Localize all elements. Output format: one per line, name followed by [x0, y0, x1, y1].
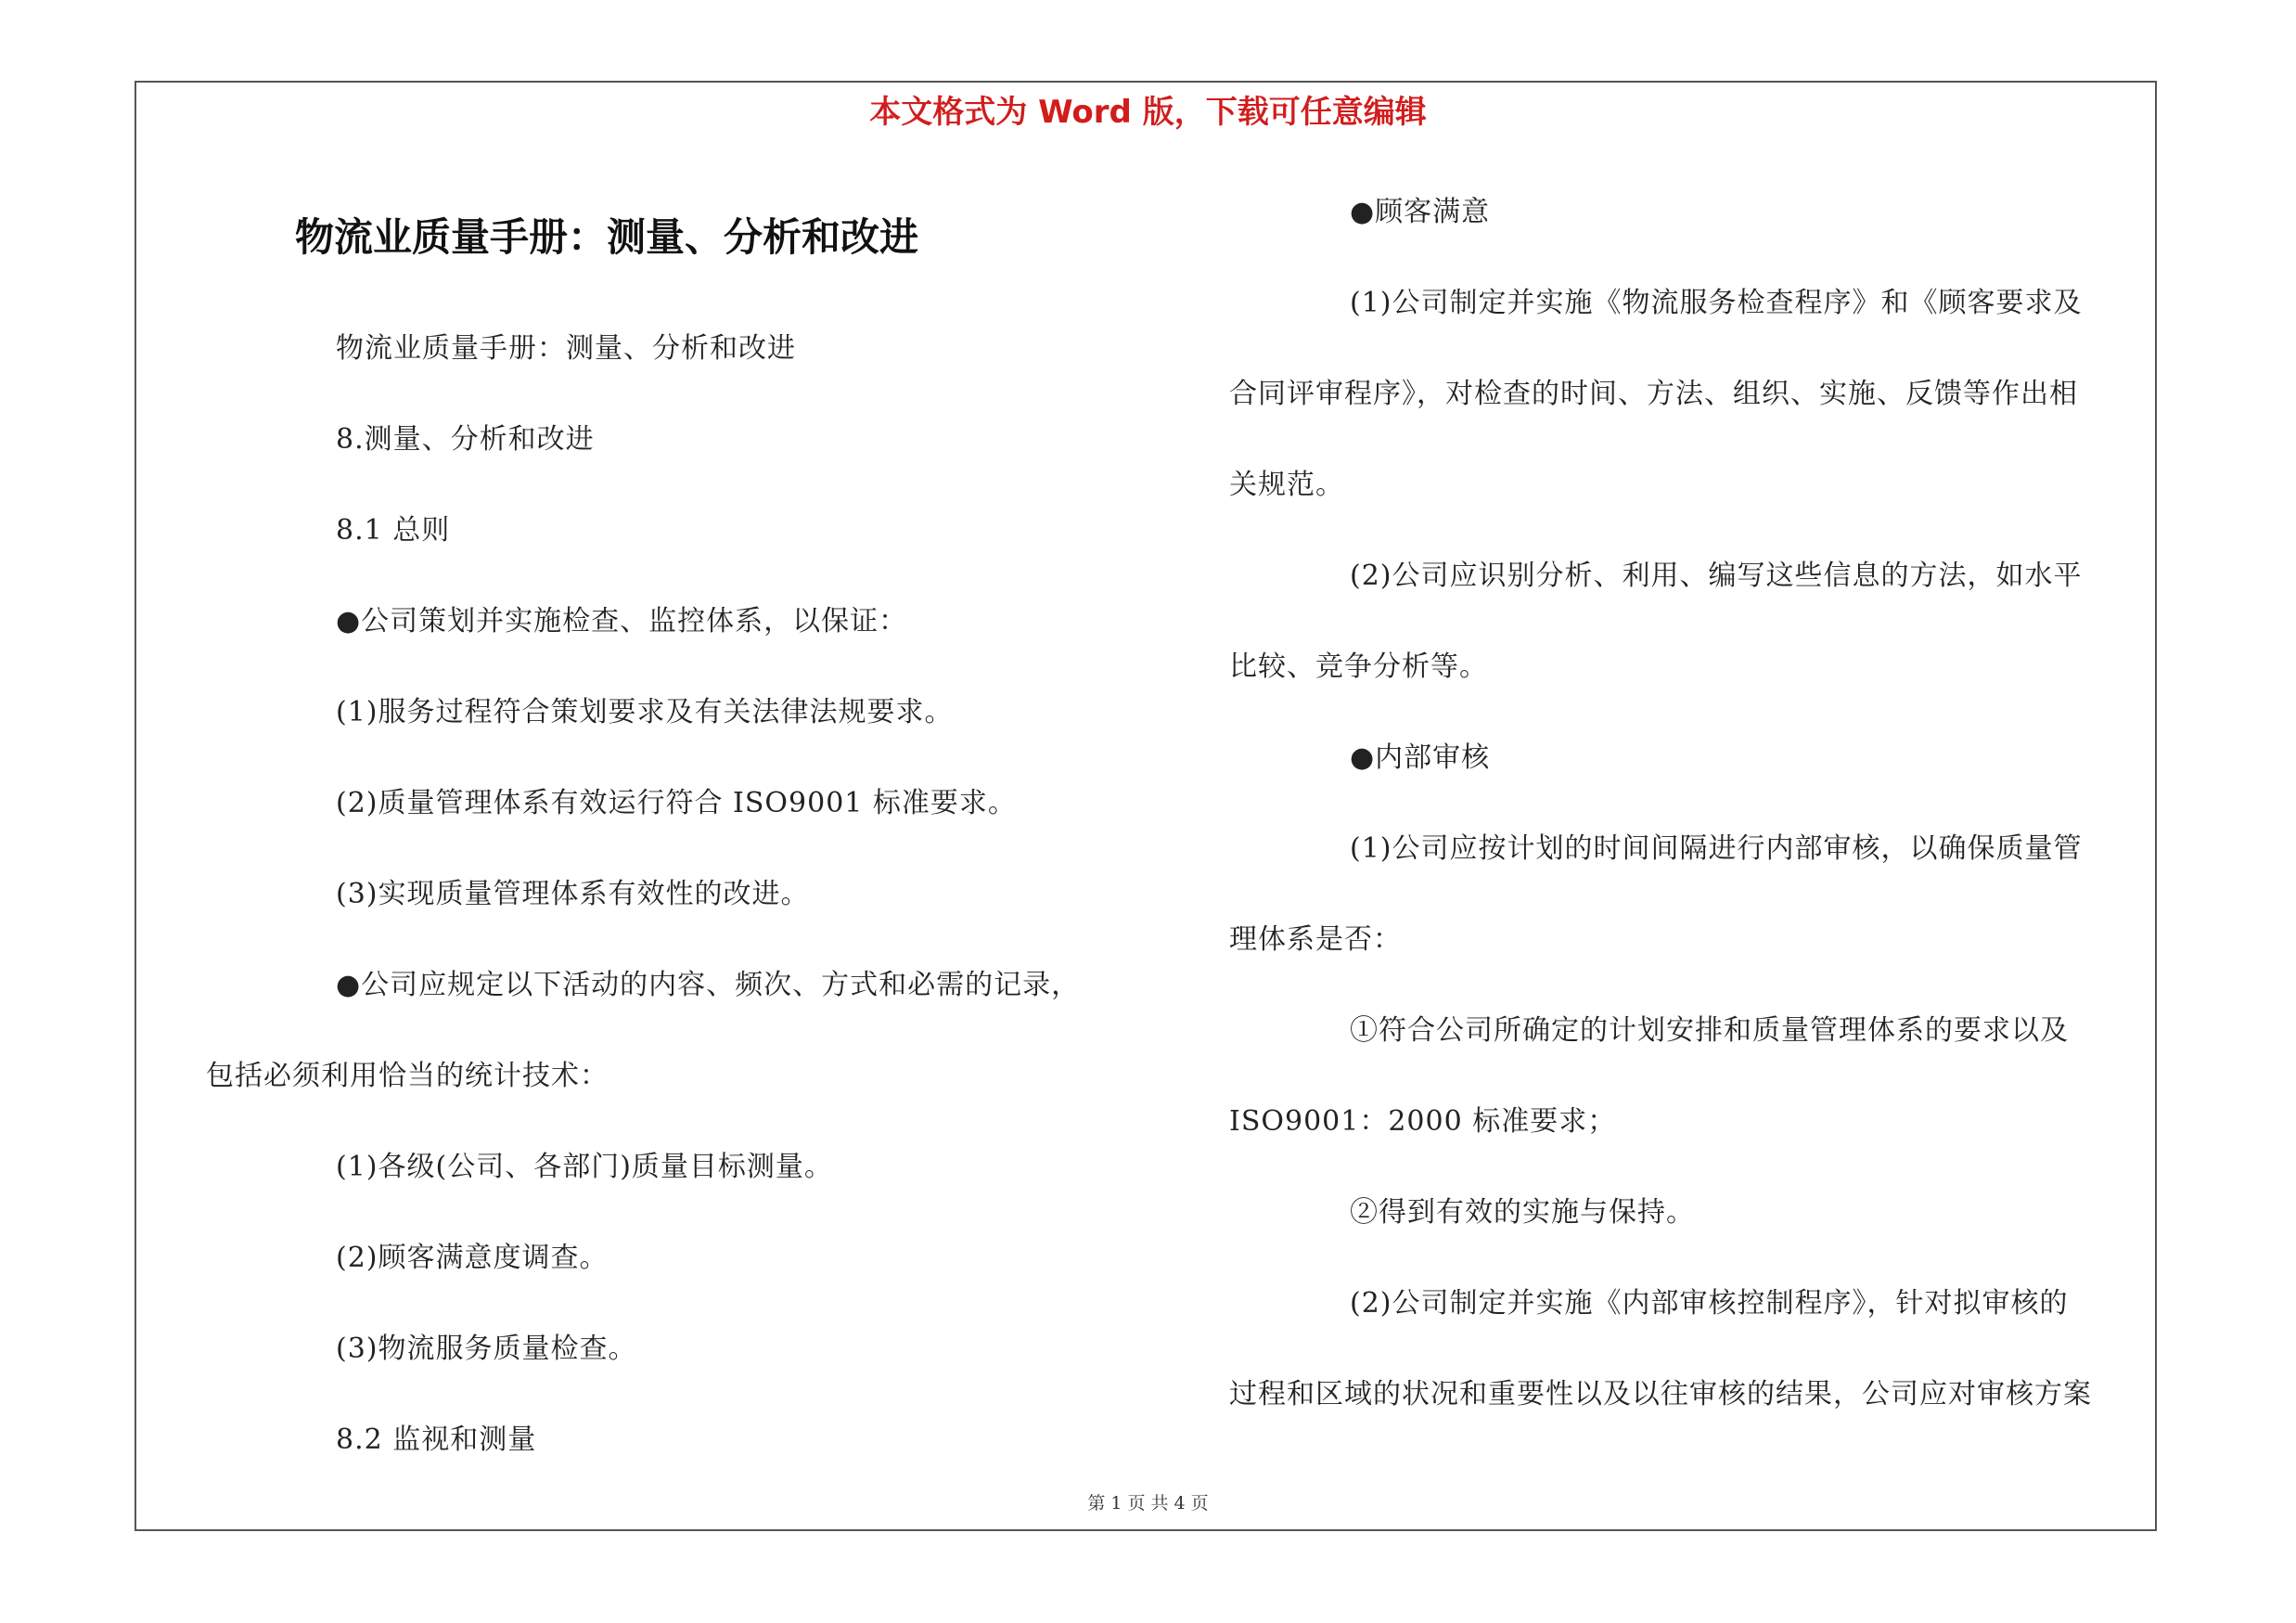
- paragraph: ①符合公司所确定的计划安排和质量管理体系的要求以及: [1350, 1014, 2069, 1047]
- paragraph: (2)顾客满意度调查。: [336, 1242, 609, 1274]
- paragraph: (2)公司制定并实施《内部审核控制程序》，针对拟审核的: [1350, 1287, 2069, 1320]
- page-footer: 第 1 页 共 4 页: [1087, 1493, 1209, 1514]
- paragraph: 比较、竞争分析等。: [1229, 650, 1488, 683]
- left-column: [206, 303, 1152, 1486]
- paragraph: (1)各级(公司、各部门)质量目标测量。: [336, 1151, 833, 1183]
- paragraph: ●顾客满意: [1350, 196, 1491, 228]
- paragraph: (1)公司制定并实施《物流服务检查程序》和《顾客要求及: [1350, 287, 2083, 319]
- paragraph: (1)服务过程符合策划要求及有关法律法规要求。: [336, 696, 954, 728]
- paragraph: ●公司应规定以下活动的内容、频次、方式和必需的记录，: [336, 969, 1081, 1001]
- paragraph: 8.测量、分析和改进: [336, 423, 595, 456]
- paragraph: ISO9001：2000 标准要求；: [1229, 1105, 1617, 1138]
- paragraph: 合同评审程序》，对检查的时间、方法、组织、实施、反馈等作出相: [1229, 378, 2078, 410]
- paragraph: (2)公司应识别分析、利用、编写这些信息的方法，如水平: [1350, 560, 2083, 592]
- paragraph: 理体系是否：: [1229, 923, 1402, 956]
- paragraph: (1)公司应按计划的时间间隔进行内部审核，以确保质量管: [1350, 832, 2083, 865]
- paragraph: 关规范。: [1229, 469, 1344, 501]
- paragraph: (2)质量管理体系有效运行符合 ISO9001 标准要求。: [336, 787, 1017, 819]
- format-banner: 本文格式为 Word 版，下载可任意编辑: [869, 94, 1427, 131]
- paragraph: 8.1 总则: [336, 514, 451, 547]
- paragraph: 包括必须利用恰当的统计技术：: [206, 1060, 609, 1092]
- document-title: 物流业质量手册：测量、分析和改进: [295, 214, 919, 260]
- paragraph: ②得到有效的实施与保持。: [1350, 1196, 1695, 1229]
- paragraph: 8.2 监视和测量: [336, 1423, 537, 1456]
- paragraph: ●公司策划并实施检查、监控体系，以保证：: [336, 605, 908, 638]
- paragraph: (3)物流服务质量检查。: [336, 1333, 637, 1365]
- paragraph: ●内部审核: [1350, 741, 1491, 774]
- right-column: [1229, 167, 2148, 1440]
- paragraph: 物流业质量手册：测量、分析和改进: [336, 332, 796, 365]
- paragraph: 过程和区域的状况和重要性以及以往审核的结果，公司应对审核方案: [1229, 1378, 2092, 1410]
- paragraph: (3)实现质量管理体系有效性的改进。: [336, 878, 810, 910]
